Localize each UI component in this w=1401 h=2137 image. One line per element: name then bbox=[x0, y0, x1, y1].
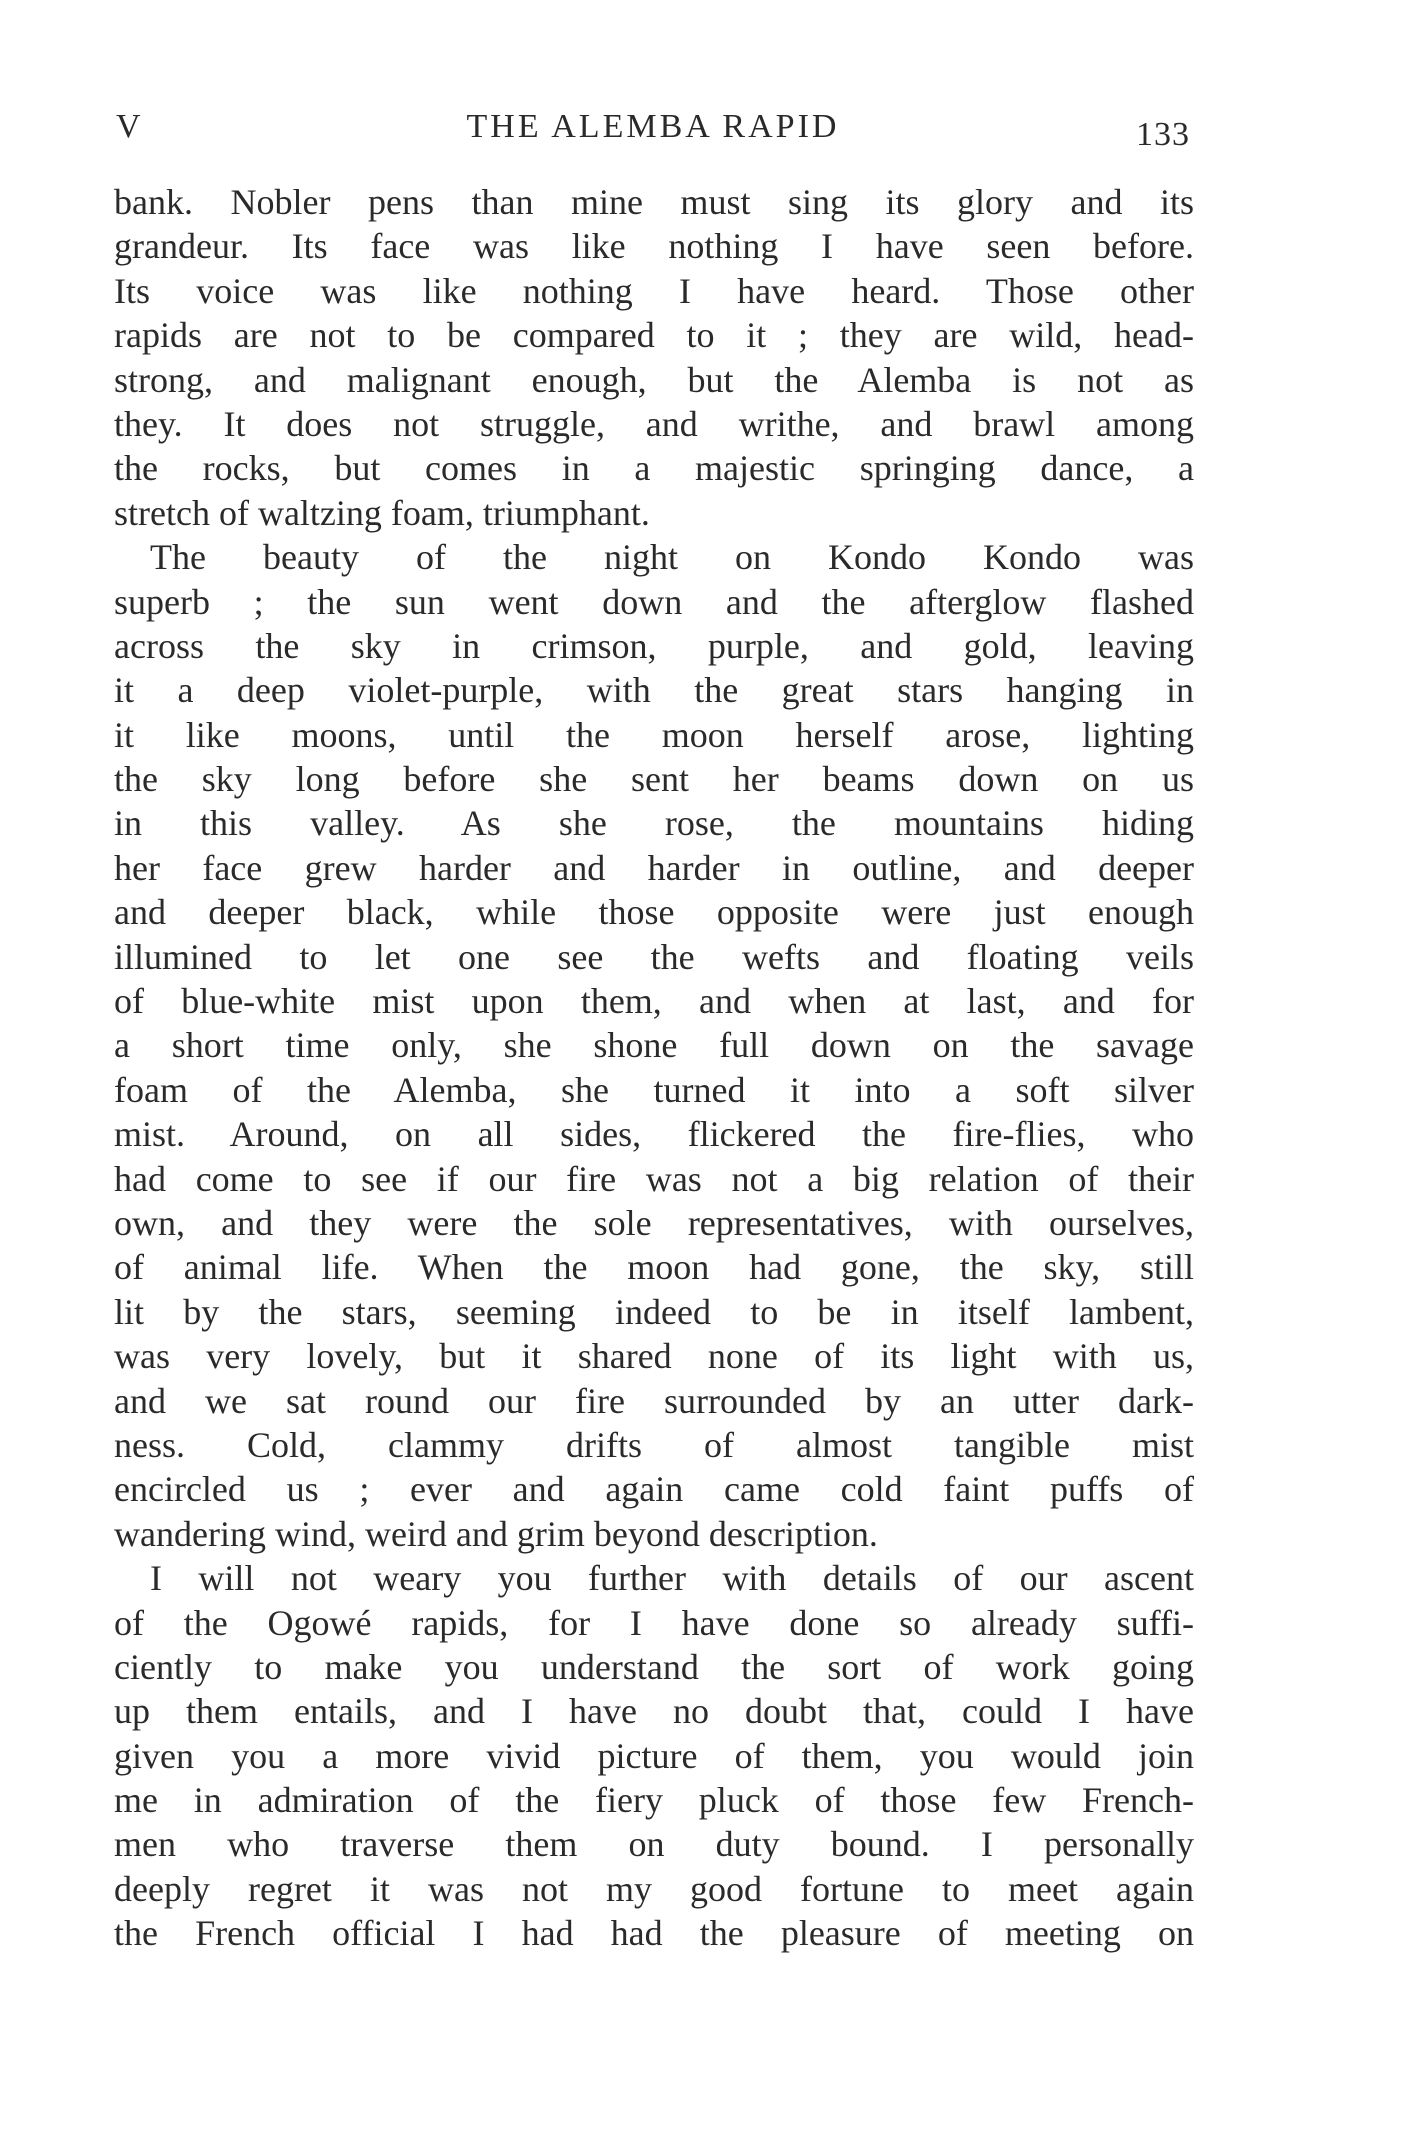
text-line: they. It does not struggle, and writhe, and brawl among bbox=[114, 403, 1194, 444]
text-line: strong, and malignant enough, but the Alemba is not as bbox=[114, 359, 1194, 400]
text-line: up them entails, and I have no doubt that, could I have bbox=[114, 1691, 1194, 1732]
text-line: Its voice was like nothing I have heard. Those other bbox=[114, 270, 1194, 311]
text-line: the sky long before she sent her beams down on us bbox=[114, 759, 1194, 800]
text-line: The beauty of the night on Kondo Kondo was bbox=[150, 537, 1194, 578]
text-line: foam of the Alemba, she turned it into a soft silver bbox=[114, 1069, 1194, 1110]
text-line: own, and they were the sole representatives, with ourselves, bbox=[114, 1202, 1194, 1243]
page-number: 133 bbox=[1136, 116, 1190, 153]
text-line: illumined to let one see the wefts and floating veils bbox=[114, 936, 1194, 977]
text-line: I will not weary you further with details of our ascent bbox=[150, 1558, 1194, 1599]
text-line: the French official I had had the pleasure of meeting on bbox=[114, 1913, 1194, 1954]
text-line: the rocks, but comes in a majestic springing dance, a bbox=[114, 448, 1194, 489]
text-line: a short time only, she shone full down on the savage bbox=[114, 1025, 1194, 1066]
text-line: of blue-white mist upon them, and when at last, and for bbox=[114, 981, 1194, 1022]
text-line: rapids are not to be compared to it ; they are wild, head- bbox=[114, 315, 1194, 356]
running-title: THE ALEMBA RAPID bbox=[466, 108, 840, 145]
text-line: deeply regret it was not my good fortune to meet again bbox=[114, 1868, 1194, 1909]
text-line: lit by the stars, seeming indeed to be in itself lambent, bbox=[114, 1291, 1194, 1332]
text-line: of the Ogowé rapids, for I have done so already suffi- bbox=[114, 1602, 1194, 1643]
text-line: ness. Cold, clammy drifts of almost tangible mist bbox=[114, 1424, 1194, 1465]
text-line: bank. Nobler pens than mine must sing its glory and its bbox=[114, 182, 1194, 222]
text-line: mist. Around, on all sides, flickered the fire-flies, who bbox=[114, 1114, 1194, 1155]
text-line: of animal life. When the moon had gone, the sky, still bbox=[114, 1247, 1194, 1288]
text-line: wandering wind, weird and grim beyond description. bbox=[114, 1513, 878, 1554]
text-line: given you a more vivid picture of them, you would join bbox=[114, 1735, 1194, 1776]
body-text bbox=[114, 180, 1194, 1956]
text-line: ciently to make you understand the sort of work going bbox=[114, 1646, 1194, 1687]
text-line: and deeper black, while those opposite were just enough bbox=[114, 892, 1194, 933]
text-line: superb ; the sun went down and the afterglow flashed bbox=[114, 581, 1194, 622]
text-line: her face grew harder and harder in outline, and deeper bbox=[114, 847, 1194, 888]
running-head bbox=[116, 108, 1190, 156]
text-line: had come to see if our fire was not a big relation of their bbox=[114, 1158, 1194, 1199]
text-line: across the sky in crimson, purple, and gold, leaving bbox=[114, 625, 1194, 666]
chapter-number: V bbox=[116, 108, 143, 145]
text-line: was very lovely, but it shared none of its light with us, bbox=[114, 1336, 1194, 1377]
text-line: in this valley. As she rose, the mountains hiding bbox=[114, 803, 1194, 844]
text-line: and we sat round our fire surrounded by an utter dark- bbox=[114, 1380, 1194, 1421]
text-line: men who traverse them on duty bound. I personally bbox=[114, 1824, 1194, 1865]
text-line: grandeur. Its face was like nothing I have seen before. bbox=[114, 226, 1194, 267]
text-line: it a deep violet-purple, with the great stars hanging in bbox=[114, 670, 1194, 711]
text-line: me in admiration of the fiery pluck of those few French- bbox=[114, 1780, 1194, 1821]
text-line: it like moons, until the moon herself arose, lighting bbox=[114, 714, 1194, 755]
text-line: encircled us ; ever and again came cold faint puffs of bbox=[114, 1469, 1194, 1510]
text-line: stretch of waltzing foam, triumphant. bbox=[114, 492, 650, 533]
